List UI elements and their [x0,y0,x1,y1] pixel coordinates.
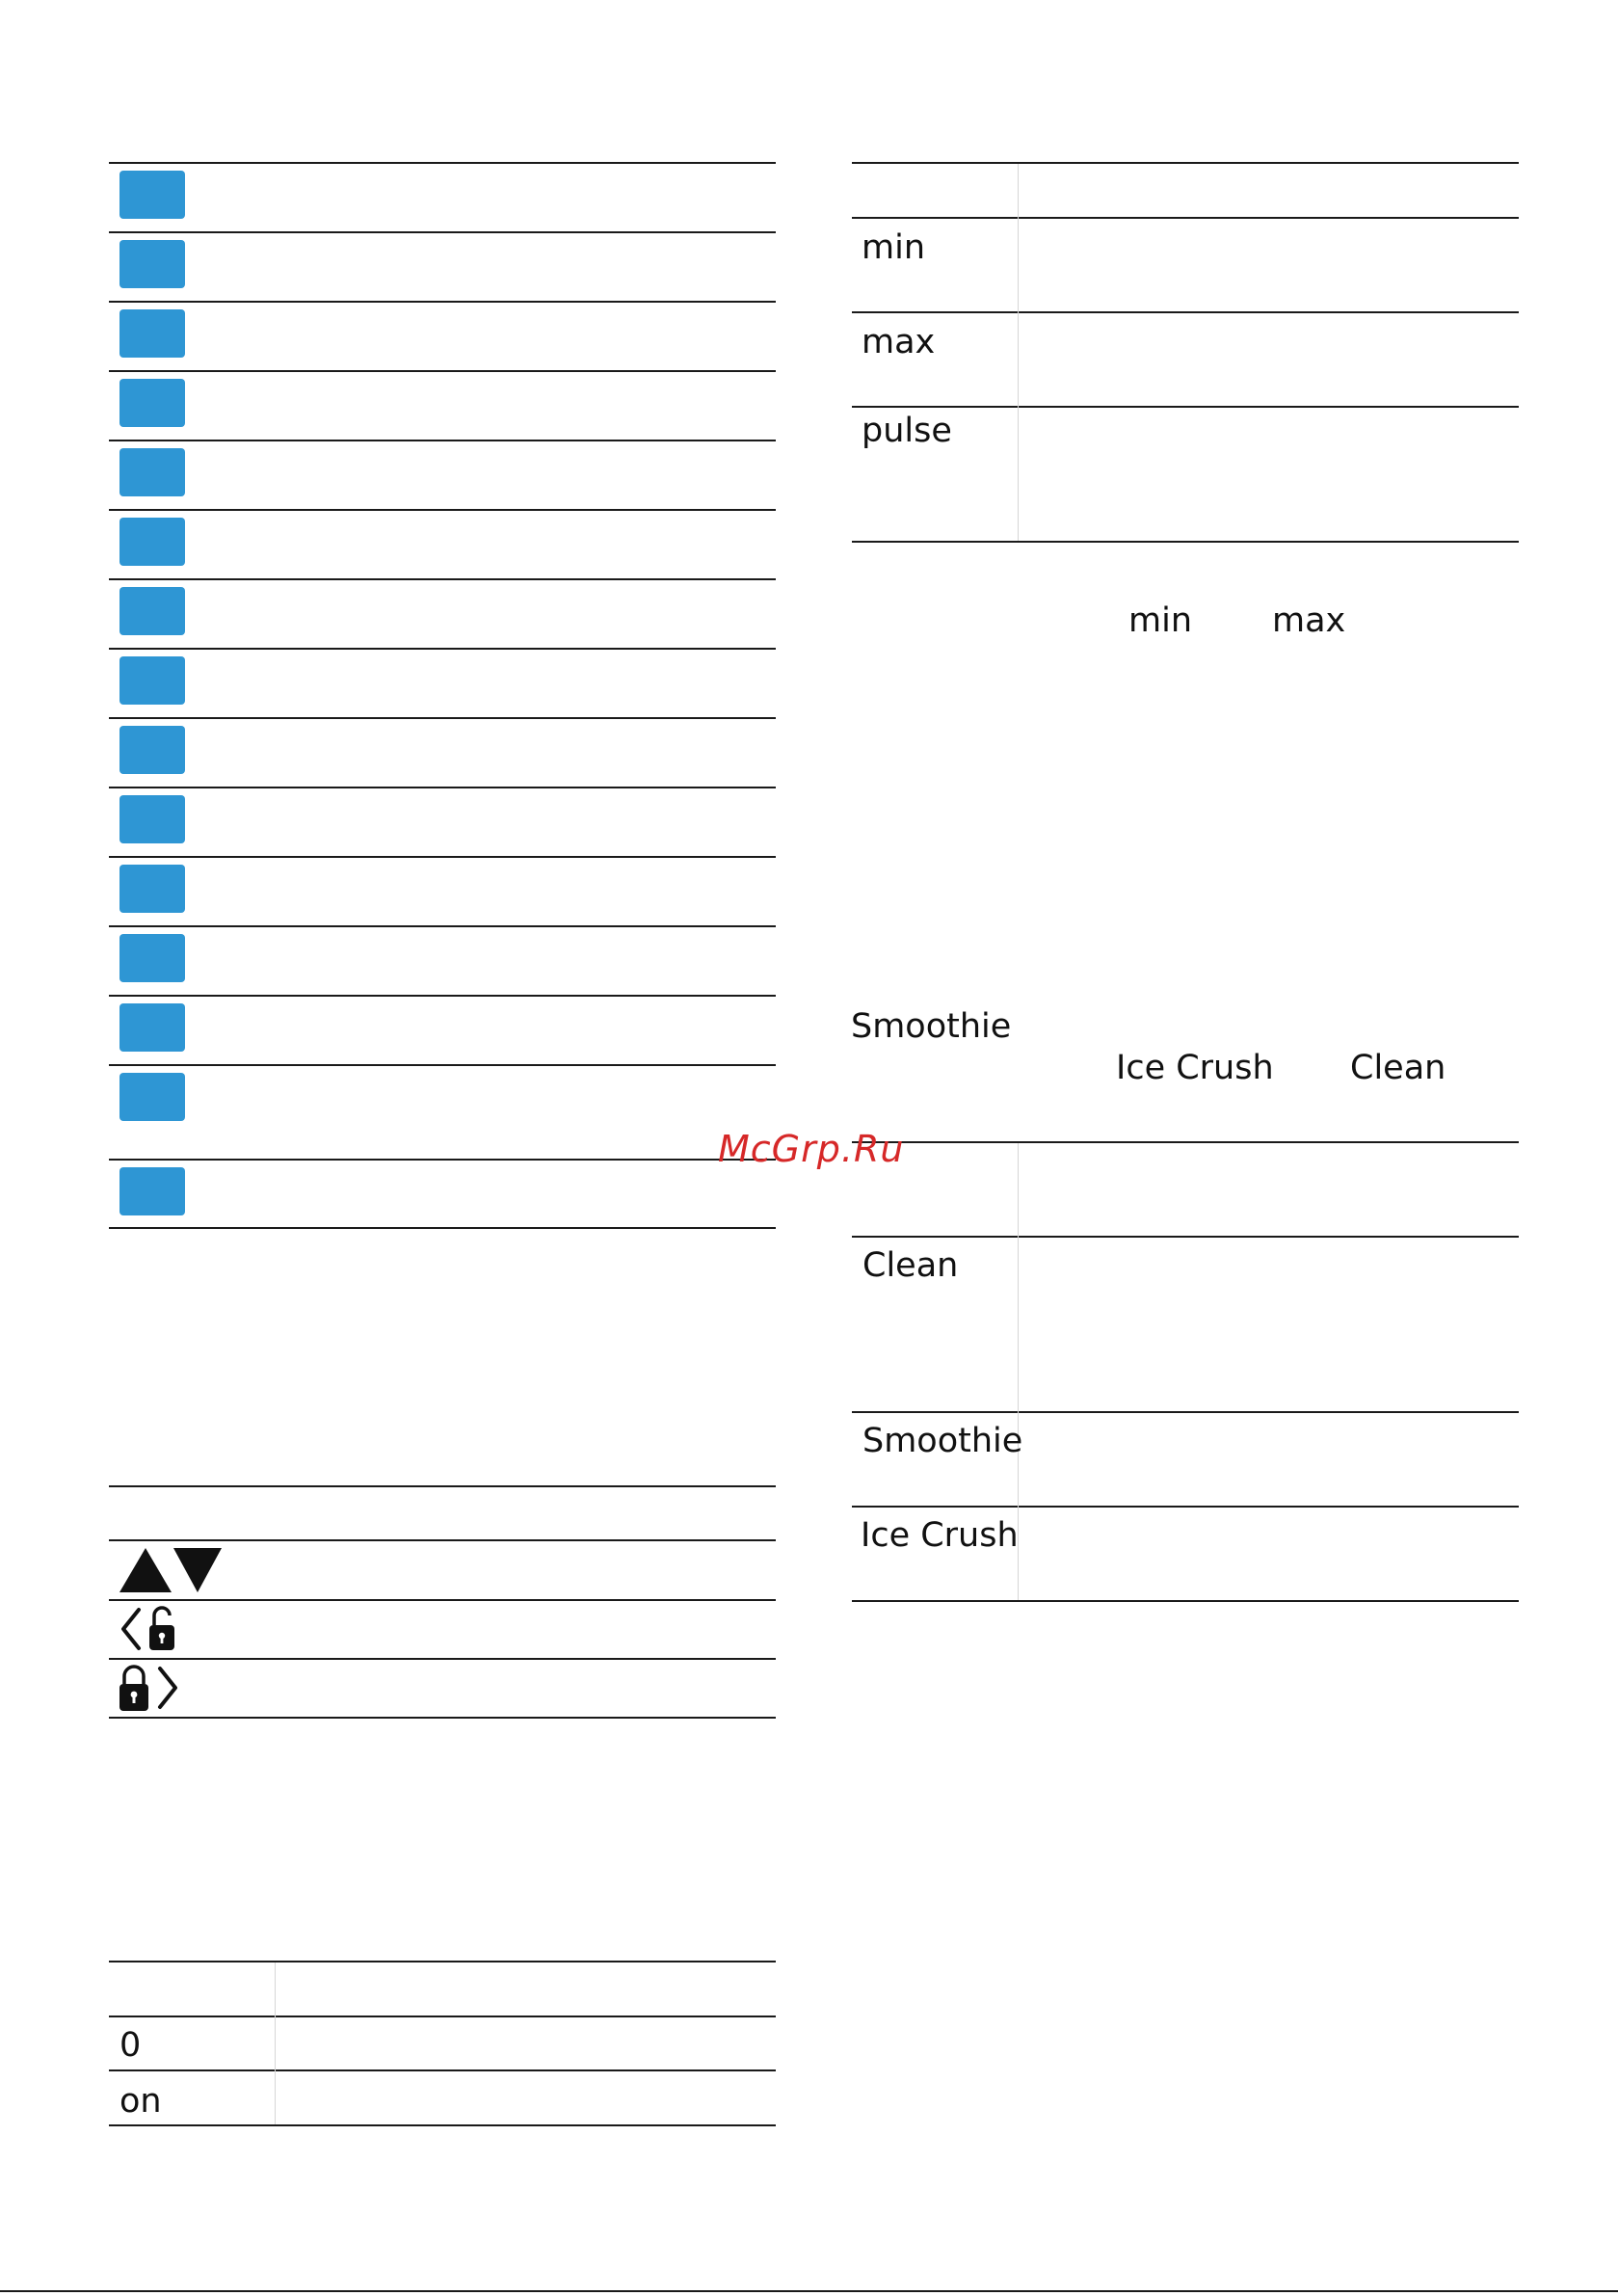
setting-max: max [862,323,936,361]
table-rule [109,509,776,511]
table-rule [109,231,776,233]
number-badge [119,379,185,427]
table-rule [109,440,776,441]
table-rule [109,1485,776,1487]
table-rule [109,1961,776,1962]
setting-pulse: pulse [862,412,952,450]
number-badge [119,656,185,705]
speed-text-max: max [1272,601,1346,640]
program-text-smoothie: Smoothie [851,1007,1012,1046]
number-badge [119,865,185,913]
number-badge [119,1073,185,1121]
program-text-clean: Clean [1350,1049,1446,1087]
number-badge [119,1167,185,1215]
number-badge [119,171,185,219]
arrow-left-unlock-icon [118,1604,179,1654]
table-rule [109,578,776,580]
table-rule [109,925,776,927]
table-rule [109,787,776,788]
table-rule [109,301,776,303]
table-rule [109,2016,776,2017]
number-badge [119,726,185,774]
number-badge [119,795,185,843]
table-rule [109,717,776,719]
table-rule [109,370,776,372]
table-rule [852,1141,1519,1143]
table-rule [109,2069,776,2071]
triangle-up-down-icon [119,1546,224,1594]
table-rule [852,1600,1519,1602]
table-rule [852,1411,1519,1413]
program-clean: Clean [862,1246,959,1285]
table-rule [109,1064,776,1066]
column-divider [275,1962,276,2124]
switch-position-0: 0 [119,2026,142,2065]
speed-text-min: min [1128,601,1193,640]
table-rule [852,162,1519,164]
table-rule [109,995,776,997]
column-divider [1018,164,1019,541]
table-rule [109,648,776,650]
number-badge [119,448,185,496]
number-badge [119,934,185,982]
watermark: McGrp.Ru [718,1128,905,1170]
lock-arrow-right-icon [118,1663,185,1713]
table-rule [852,1506,1519,1508]
table-rule [109,1599,776,1601]
table-rule [109,1658,776,1660]
table-rule [109,1159,776,1161]
setting-min: min [862,228,926,267]
number-badge [119,309,185,358]
table-rule [109,1227,776,1229]
program-smoothie: Smoothie [862,1422,1023,1460]
table-rule [109,2124,776,2126]
table-rule [852,1236,1519,1238]
table-rule [109,1717,776,1719]
number-badge [119,587,185,635]
page-bottom-rule [0,2290,1618,2292]
number-badge [119,1003,185,1052]
number-badge [119,518,185,566]
table-rule [852,311,1519,313]
table-rule [109,162,776,164]
table-rule [852,217,1519,219]
program-text-ice-crush: Ice Crush [1116,1049,1274,1087]
number-badge [119,240,185,288]
table-rule [109,856,776,858]
table-rule [852,541,1519,543]
table-rule [852,406,1519,408]
table-rule [109,1539,776,1541]
switch-position-on: on [119,2082,162,2121]
program-ice-crush: Ice Crush [861,1516,1019,1555]
